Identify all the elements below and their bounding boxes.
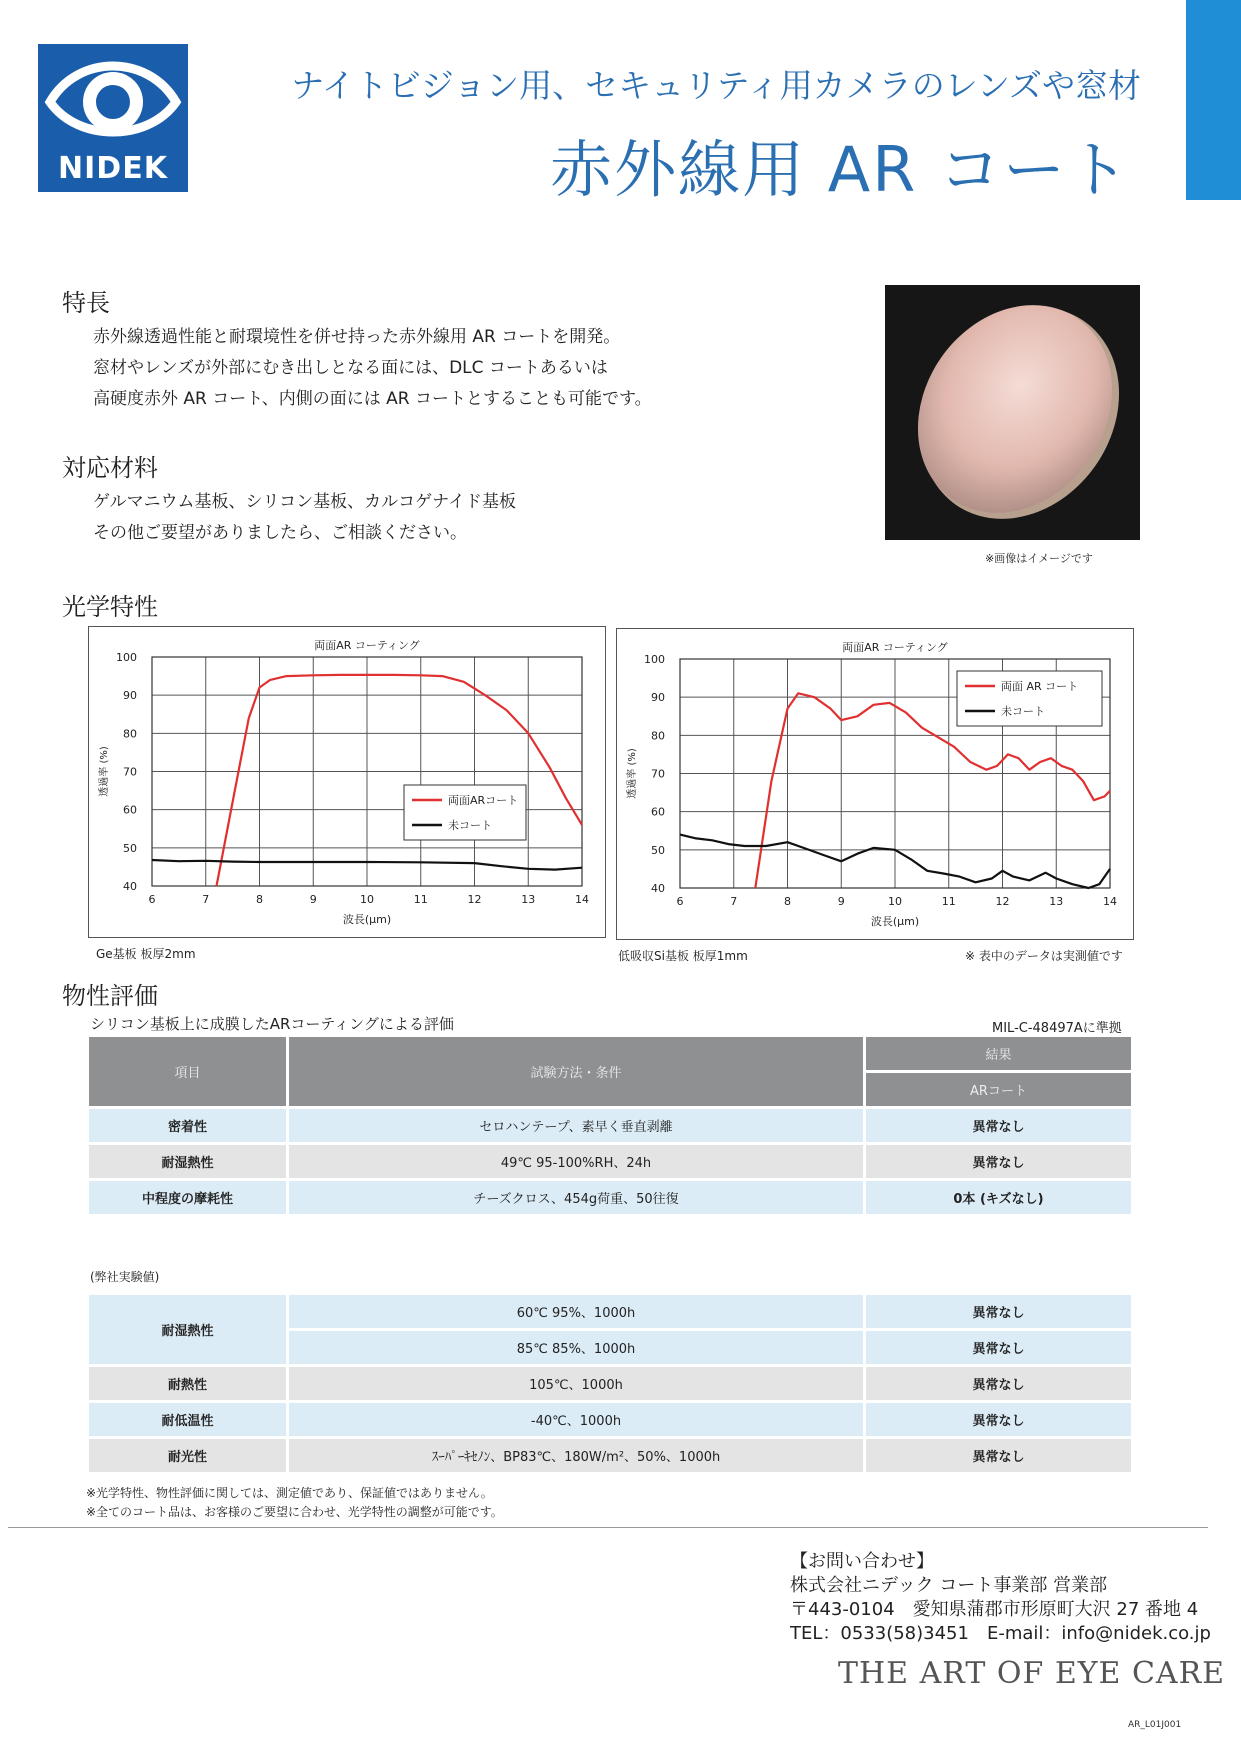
x-tick-label: 9 (309, 893, 317, 906)
row-result: 異常なし (866, 1403, 1131, 1436)
row-result: 0本 (キズなし) (866, 1181, 1131, 1214)
row-result: 異常なし (866, 1439, 1131, 1472)
y-tick-label: 100 (644, 653, 665, 666)
table-row (89, 1295, 1131, 1328)
legend-label-2: 未コート (1001, 705, 1045, 718)
features-line: 窓材やレンズが外部にむき出しとなる面には、DLC コートあるいは (93, 358, 608, 378)
x-tick-label: 13 (521, 893, 536, 906)
x-tick-label: 12 (467, 893, 482, 906)
photo-caption: ※画像はイメージです (985, 552, 1093, 565)
row-method: セロハンテープ、素早く垂直剥離 (289, 1109, 863, 1142)
materials-text (93, 487, 516, 549)
x-tick-label: 7 (730, 895, 738, 908)
table-row (89, 1439, 1131, 1472)
x-tick-label: 6 (148, 893, 156, 906)
row-result: 異常なし (866, 1109, 1131, 1142)
x-tick-label: 11 (941, 895, 956, 908)
x-tick-label: 12 (995, 895, 1010, 908)
col-result-header: 結果 (866, 1037, 1131, 1070)
materials-line: その他ご要望がありましたら、ご相談ください。 (93, 523, 467, 543)
y-tick-label: 100 (116, 651, 137, 664)
y-tick-label: 50 (651, 843, 665, 857)
y-tick-label: 90 (123, 689, 137, 703)
properties-subheading: シリコン基板上に成膜したARコーティングによる評価 (90, 1015, 454, 1033)
col-item-header: 項目 (89, 1037, 286, 1106)
row-item: 耐湿熱性 (89, 1295, 286, 1364)
x-tick-label: 6 (676, 895, 684, 908)
page-title: 赤外線用 AR コート (550, 133, 1131, 206)
row-result: 異常なし (866, 1367, 1131, 1400)
contact-heading: 【お問い合わせ】 (790, 1551, 934, 1572)
y-tick-label: 40 (651, 882, 665, 895)
y-tick-label: 90 (651, 691, 665, 705)
y-tick-label: 70 (651, 767, 665, 781)
row-method: チーズクロス、454g荷重、50往復 (289, 1181, 863, 1214)
table-row (89, 1145, 1131, 1178)
standard-label: MIL-C-48497Aに準拠 (992, 1021, 1122, 1036)
x-tick-label: 8 (784, 895, 791, 908)
chart-1-frame (88, 626, 606, 938)
data-note: ※ 表中のデータは実測値です (965, 949, 1123, 963)
row-item: 中程度の摩耗性 (89, 1181, 286, 1214)
row-method: 105℃、1000h (289, 1367, 863, 1400)
chart-1-caption: Ge基板 板厚2mm (96, 947, 196, 961)
legend-label-2: 未コート (448, 819, 492, 832)
y-axis-label: 透過率 (%) (627, 748, 638, 799)
y-tick-label: 80 (651, 729, 665, 743)
chart-title: 両面AR コーティング (842, 641, 948, 654)
y-tick-label: 60 (651, 805, 665, 819)
optical-heading: 光学特性 (62, 593, 158, 621)
x-axis-label: 波長(μm) (870, 915, 920, 928)
series-line-1 (217, 675, 583, 886)
row-method: 60℃ 95%、1000h (289, 1295, 863, 1328)
contact-address: 〒443-0104 愛知県蒲郡市形原町大沢 27 番地 4 (790, 1599, 1199, 1620)
col-method-header: 試験方法・条件 (289, 1037, 863, 1106)
x-tick-label: 10 (888, 895, 902, 908)
lens-photo (885, 285, 1140, 540)
row-item: 耐光性 (89, 1439, 286, 1472)
properties-table (86, 1034, 1134, 1217)
row-result: 異常なし (866, 1331, 1131, 1364)
x-tick-label: 14 (575, 893, 589, 906)
row-result: 異常なし (866, 1145, 1131, 1178)
inhouse-label: (弊社実験値) (90, 1270, 160, 1284)
table-row (89, 1181, 1131, 1214)
footnote: ※全てのコート品は、お客様のご要望に合わせ、光学特性の調整が可能です。 (86, 1505, 503, 1519)
x-tick-label: 11 (413, 893, 428, 906)
row-method: ｽｰﾊﾟｰｷｾﾉﾝ、BP83℃、180W/m²、50%、1000h (289, 1439, 863, 1472)
chart-1 (89, 627, 605, 937)
features-line: 高硬度赤外 AR コート、内側の面には AR コートとすることも可能です。 (93, 389, 652, 409)
y-tick-label: 50 (123, 841, 137, 855)
table-row (89, 1403, 1131, 1436)
legend-label-1: 両面ARコート (448, 794, 519, 807)
table-row (89, 1109, 1131, 1142)
row-item: 密着性 (89, 1109, 286, 1142)
tagline: THE ART OF EYE CARE (838, 1656, 1226, 1691)
features-heading: 特長 (62, 289, 110, 317)
x-axis-label: 波長(μm) (342, 913, 392, 926)
y-tick-label: 70 (123, 765, 137, 779)
x-tick-label: 14 (1103, 895, 1117, 908)
contact-company: 株式会社ニデック コート事業部 営業部 (790, 1575, 1108, 1596)
properties-heading: 物性評価 (62, 982, 158, 1010)
x-tick-label: 8 (256, 893, 263, 906)
x-tick-label: 9 (837, 895, 845, 908)
row-item: 耐湿熱性 (89, 1145, 286, 1178)
row-method: 49℃ 95-100%RH、24h (289, 1145, 863, 1178)
y-tick-label: 80 (123, 727, 137, 741)
row-item: 耐低温性 (89, 1403, 286, 1436)
legend-label-1: 両面 AR コート (1001, 680, 1079, 693)
document-id: AR_L01J001 (1128, 1720, 1182, 1730)
footnotes (86, 1484, 503, 1522)
features-line: 赤外線透過性能と耐環境性を併せ持った赤外線用 AR コートを開発。 (93, 327, 621, 347)
features-text (93, 322, 652, 415)
chart-2 (617, 629, 1133, 939)
row-item: 耐熱性 (89, 1367, 286, 1400)
page-subtitle: ナイトビジョン用、セキュリティ用カメラのレンズや窓材 (291, 66, 1141, 105)
header-accent-bar (1186, 0, 1241, 200)
contact-block (790, 1550, 1211, 1646)
y-tick-label: 40 (123, 880, 137, 893)
chart-2-frame (616, 628, 1134, 940)
nidek-logo (38, 44, 188, 192)
row-result: 異常なし (866, 1295, 1131, 1328)
logo-text: NIDEK (58, 151, 168, 186)
y-tick-label: 60 (123, 803, 137, 817)
x-tick-label: 10 (360, 893, 374, 906)
x-tick-label: 13 (1049, 895, 1064, 908)
y-axis-label: 透過率 (%) (99, 746, 110, 797)
materials-line: ゲルマニウム基板、シリコン基板、カルコゲナイド基板 (93, 492, 516, 512)
table-row (89, 1367, 1131, 1400)
contact-phone-email: TEL：0533(58)3451 E-mail：info@nidek.co.jp (790, 1623, 1211, 1644)
materials-heading: 対応材料 (62, 454, 158, 482)
inhouse-table (86, 1292, 1134, 1475)
row-method: -40℃、1000h (289, 1403, 863, 1436)
col-result-sub-header: ARコート (866, 1073, 1131, 1106)
footer-divider (8, 1527, 1208, 1528)
row-method: 85℃ 85%、1000h (289, 1331, 863, 1364)
chart-2-caption: 低吸収Si基板 板厚1mm (618, 949, 748, 963)
x-tick-label: 7 (202, 893, 210, 906)
footnote: ※光学特性、物性評価に関しては、測定値であり、保証値ではありません。 (86, 1486, 493, 1500)
chart-title: 両面AR コーティング (314, 639, 420, 652)
eye-icon (38, 44, 188, 154)
